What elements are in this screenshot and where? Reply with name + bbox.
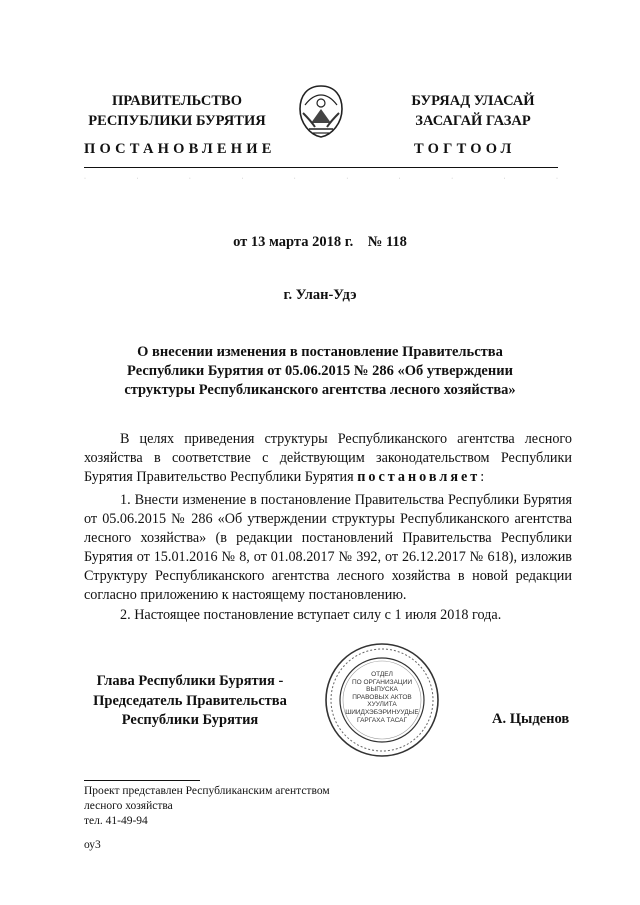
stamp-text <box>323 671 441 724</box>
signatory-line3: Республики Бурятия <box>121 712 259 728</box>
footer-code: оу3 <box>84 839 101 851</box>
stamp-line3: ВЫПУСКА <box>366 686 398 694</box>
city: г. Улан-Удэ <box>283 287 357 303</box>
footer-line1: Проект представлен Республиканским агентством <box>84 785 330 797</box>
preamble-text: В целях приведения структуры Республиканского агентства лесного хозяйства в соответствие с действующим законодательством Республики Бурятия Правительство Республики Бурятия <box>84 431 572 485</box>
signatory-title <box>90 672 290 731</box>
footer-line3: тел. 41-49-94 <box>84 815 148 827</box>
header-divider <box>84 167 558 168</box>
stamp-line6: ШИИДХЭБЭРИНУУДЫЕ <box>345 708 419 716</box>
header-left-line1: ПРАВИТЕЛЬСТВО <box>112 93 242 109</box>
date-number: от 13 марта 2018 г. № 118 <box>233 234 407 250</box>
signatory-name: А. Цыденов <box>492 711 570 727</box>
signatory-line2: Председатель Правительства <box>93 692 287 709</box>
item-2-paragraph: 2. Настоящее постановление вступает силу с 1 июля 2018 года. <box>120 607 502 623</box>
header-left-org <box>84 91 270 131</box>
footer-line2: лесного хозяйства <box>84 800 173 812</box>
stamp-line5: ХУУЛИТА <box>367 701 397 709</box>
title-line1: О внесении изменения в постановление Правительства <box>137 344 503 360</box>
doc-type-right: ТОГТООЛ <box>414 141 516 157</box>
header-right-line1: БУРЯАД УЛАСАЙ <box>411 93 535 109</box>
coat-of-arms-emblem <box>295 83 347 139</box>
official-stamp <box>323 641 441 759</box>
preamble-colon: : <box>480 469 485 485</box>
header-left-line2: РЕСПУБЛИКИ БУРЯТИЯ <box>88 113 266 129</box>
stamp-line1: ОТДЕЛ <box>371 671 393 678</box>
stamp-line2: ПО ОРГАНИЗАЦИИ <box>351 678 413 686</box>
stamp-line7: ГАРГАХА ТАСАГ <box>356 716 407 724</box>
item-1-paragraph: 1. Внести изменение в постановление Правительства Республики Бурятия от 05.06.2015 № 286 «Об утверждении структуры Республиканского агентства лесного хозяйства» (в редакции постановлений Правительства Республики Бурятия от 15.01.2016 № 8, от 01.08.2017 № 392, от 26.12.2017 № 618), изложив Структуру Республиканского агентства лесного хозяйства в новой редакции согласно приложению к настоящему постановлению. <box>84 492 572 603</box>
document-title <box>100 343 540 400</box>
title-line3: структуры Республиканского агентства лесного хозяйства» <box>124 382 516 398</box>
footer-divider <box>84 780 200 781</box>
title-line2: Республики Бурятия от 05.06.2015 № 286 «Об утверждении <box>127 363 513 379</box>
stamp-line4: ПРАВОВЫХ АКТОВ <box>352 693 412 701</box>
doc-type-left: ПОСТАНОВЛЕНИЕ <box>84 141 276 157</box>
header-right-line2: ЗАСАГАЙ ГАЗАР <box>415 113 531 129</box>
preamble-resolves: постановляет <box>357 469 481 485</box>
footer-note <box>84 784 330 829</box>
signatory-line1: Глава Республики Бурятия - <box>96 673 284 689</box>
header-dotted-line: · · · · · · · · · · <box>84 176 558 182</box>
preamble-paragraph <box>84 430 572 487</box>
header-right-org <box>380 91 566 131</box>
